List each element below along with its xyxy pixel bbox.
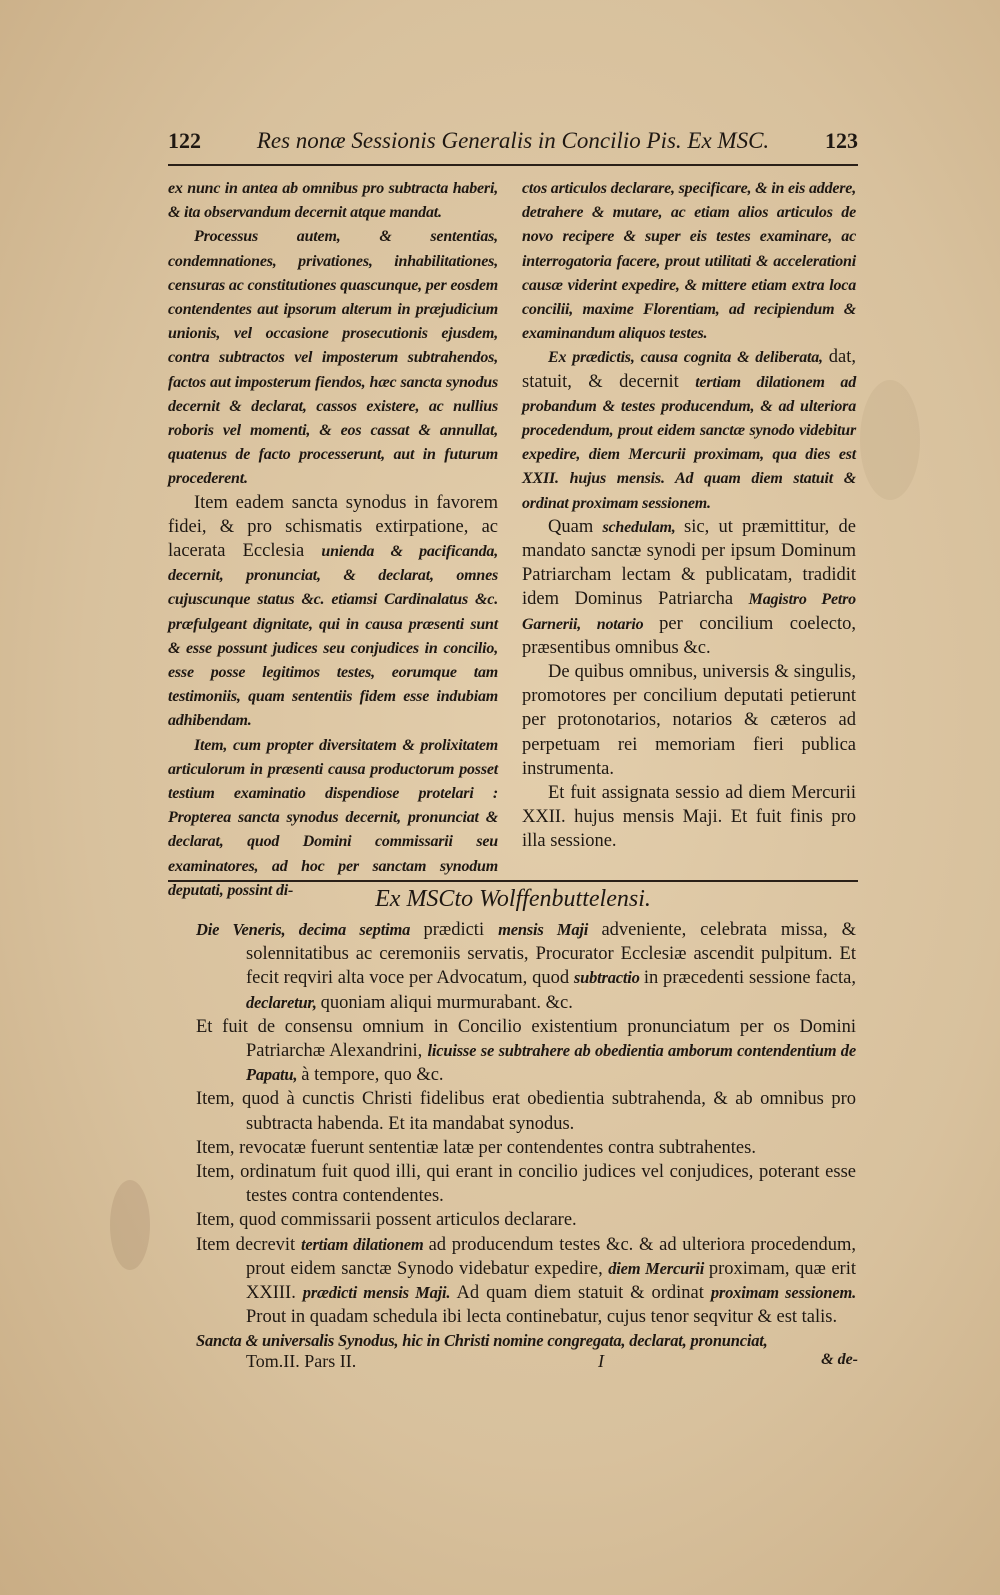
- roman-text-run: ad producendum testes &c. & ad ulteriora procedendum, prout eidem sanctæ Synodo videbatur expedire,: [246, 1234, 856, 1279]
- paragraph: [196, 1136, 856, 1160]
- page-number-right: 123: [825, 128, 858, 153]
- roman-text-run: Item decrevit: [196, 1234, 301, 1255]
- italic-text-run: ex nunc in antea ab omnibus pro subtracta haberi, & ita observandum decernit atque mandat.: [168, 180, 498, 222]
- catchword: & de-: [821, 1351, 858, 1368]
- roman-text-run: quoniam aliqui murmurabant. &c.: [320, 992, 573, 1013]
- paragraph: [196, 1087, 856, 1135]
- italic-text-run: proximam sessionem.: [710, 1283, 857, 1303]
- roman-text-run: Prout in quadam schedula ibi lecta continebatur, cujus tenor seqvitur & est talis.: [246, 1307, 838, 1328]
- paragraph: [522, 660, 856, 781]
- signature-mark: I: [598, 1351, 604, 1371]
- italic-text-run: tertiam dilationem ad probandum & testes producendum, & ad ulteriora procedendum, prout eidem sanctæ synodo videbitur expedire, diem Mercurii proximam, qua dies est XXII. hujus mensis. Ad quam diem statuit & ordinat proximam sessionem.: [522, 373, 856, 512]
- italic-text-run: licuisse se subtrahere ab obedientia amborum contendentium de Papatu,: [246, 1041, 856, 1085]
- paragraph: [168, 176, 498, 224]
- roman-text-run: dat, statuit, & decernit: [522, 347, 856, 392]
- roman-text-run: per concilium coelecto, præsentibus omnibus &c.: [522, 613, 856, 658]
- italic-text-run: ctos articulos declarare, specificare, & in eis addere, detrahere & mutare, ac etiam alios articulos de novo recipere & super eis testes examinare, ac interrogatoria facere, prout utilitati & accelerationi causæ viderint expedire, & mittere etiam extra loca concilii, maxime Florentiam, ad recipiendum & examinandum aliquos testes.: [522, 180, 856, 343]
- italic-text-run: unienda & pacificanda, decernit, pronunciat, & declarat, omnes cujuscunque status &c. etiamsi Cardinalatus &c. præfulgeant dignitate, qui in causa præsenti sunt & esse possunt judices seu conjudices in concilio, esse posse legitimos testes, eorumque tam testimoniis, quam sententiis fidem esse indubiam adhibendam.: [168, 543, 499, 730]
- italic-text-run: mensis Maji: [498, 920, 602, 939]
- paragraph: [196, 1208, 856, 1232]
- section-rule: [168, 880, 858, 882]
- italic-text-run: Die Veneris, decima septima: [196, 920, 424, 939]
- italic-text-run: Item, cum propter diversitatem & prolixitatem articulorum in præsenti causa productorum posset testium examinatio dispendiose protelari : Propterea sancta synodus decernit, pronunciat & declarat, quod Domini commissarii seu examinatores, ad hoc per sanctam synodum deputati, possint di-: [168, 736, 498, 899]
- roman-text-run: Item, quod à cunctis Christi fidelibus erat obedientia subtrahenda, & ab omnibus pro subtracta habenda. Et ita mandabat synodus.: [196, 1089, 856, 1134]
- paragraph: [168, 491, 498, 733]
- italic-text-run: diem Mercurii: [608, 1258, 709, 1278]
- roman-text-run: in præcedenti sessione facta,: [643, 968, 856, 989]
- roman-text-run: Item, revocatæ fuerunt sententiæ latæ per contendentes contra subtrahentes.: [196, 1137, 756, 1158]
- page-footer: [168, 1351, 858, 1377]
- lower-text-block: [196, 918, 856, 1353]
- section-heading: Ex MSCto Wolffenbuttelensi.: [375, 886, 651, 912]
- paragraph: [522, 515, 856, 660]
- running-header: [168, 128, 858, 162]
- paragraph: [196, 1329, 856, 1352]
- roman-text-run: Quam: [548, 516, 603, 537]
- roman-text-run: Item eadem sancta synodus in favorem fidei, & pro schismatis extirpatione, ac lacerata Ecclesia: [168, 492, 498, 562]
- italic-text-run: Sancta & universalis Synodus, hic in Christi nomine congregata, declarat, pronunciat,: [196, 1331, 768, 1351]
- italic-text-run: Ex prædictis, causa cognita & deliberata,: [548, 349, 829, 367]
- roman-text-run: Item, ordinatum fuit quod illi, qui erant in concilio judices vel conjudices, poterant esse testes contra contendentes.: [196, 1162, 856, 1207]
- italic-text-run: Processus autem, & sententias, condemnationes, privationes, inhabilitationes, censuras ac constitutiones quascunque, per eosdem contendentes aut ipsorum alterum in præjudicium unionis, vel occasione prosecutionis ejusdem, contra subtractos vel imposterum subtrahendos, factos aut imposterum fiendos, hæc sancta synodus decernit & declarat, cassos existere, ac nullius roboris vel momenti, & eos cassat & annullat, quatenus de facto processerunt, aut in futurum procederent.: [168, 228, 498, 488]
- italic-text-run: subtractio: [573, 968, 644, 988]
- roman-text-run: De quibus omnibus, universis & singulis, promotores per concilium deputati petierunt per protonotarios, notarios & cæteros ad perpetuam rei memoriam fieri publica instrumenta.: [522, 662, 856, 779]
- running-title: Res nonæ Sessionis Generalis in Concilio Pis. Ex MSC.: [256, 128, 770, 153]
- italic-text-run: prædicti mensis Maji.: [302, 1283, 457, 1303]
- italic-text-run: Magistro Petro Garnerii, notario: [522, 591, 856, 633]
- italic-text-run: declaretur,: [246, 992, 321, 1012]
- roman-text-run: adveniente, celebrata missa, & solennitatibus ac ceremoniis servatis, Procurator Ecclesiæ ascendit pulpitum. Et fecit reqviri alta voce per Advocatum, quod: [246, 920, 857, 989]
- paragraph: [168, 733, 498, 902]
- roman-text-run: proximam, quæ erit XXIII.: [246, 1258, 856, 1304]
- paper-stain: [860, 380, 920, 500]
- paragraph: [196, 1015, 856, 1088]
- paragraph: [522, 781, 856, 854]
- roman-text-run: à tempore, quo &c.: [301, 1065, 444, 1086]
- page-number-left: 122: [168, 128, 201, 153]
- right-column: [522, 176, 856, 854]
- roman-text-run: sic, ut præmittitur, de mandato sanctæ synodi per ipsum Dominum Patriarcham lectam & publicatam, tradidit idem Dominus Patriarcha: [522, 516, 856, 610]
- paragraph: [522, 345, 856, 514]
- paragraph: [522, 176, 856, 345]
- paragraph: [196, 1160, 856, 1208]
- paragraph: [196, 918, 856, 1015]
- paragraph: [168, 224, 498, 490]
- italic-text-run: schedulam,: [602, 518, 685, 536]
- roman-text-run: Item, quod commissarii possent articulos declarare.: [196, 1210, 577, 1231]
- paragraph: [196, 1233, 856, 1330]
- volume-label: Tom.II. Pars II.: [246, 1351, 357, 1371]
- roman-text-run: prædicti: [423, 920, 499, 940]
- header-rule: [168, 164, 858, 166]
- roman-text-run: Et fuit de consensu omnium in Concilio existentium pronunciatum per os Domini Patriarchæ Alexandrini,: [196, 1016, 856, 1062]
- paper-stain: [110, 1180, 150, 1270]
- roman-text-run: Et fuit assignata sessio ad diem Mercurii XXII. hujus mensis Maji. Et fuit finis pro illa sessione.: [522, 783, 856, 852]
- italic-text-run: tertiam dilationem: [300, 1234, 429, 1254]
- roman-text-run: Ad quam diem statuit & ordinat: [456, 1283, 711, 1304]
- left-column: [168, 176, 498, 902]
